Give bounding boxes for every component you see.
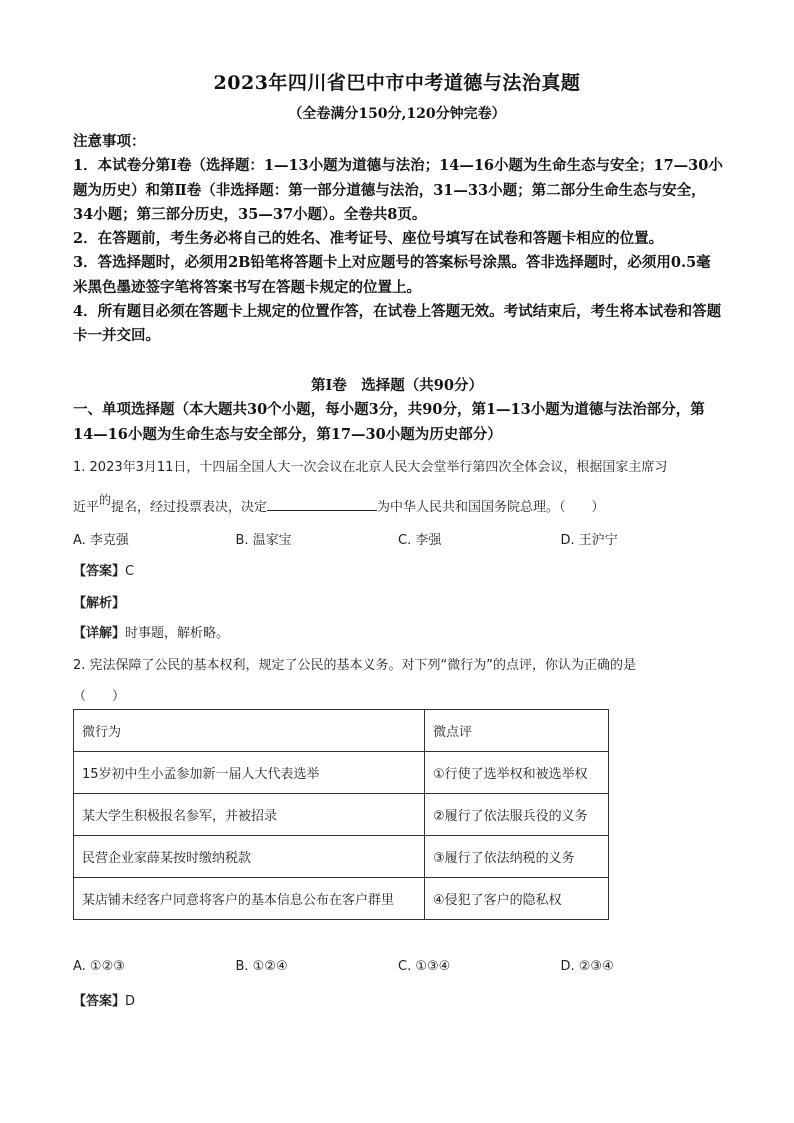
table-header-cell: 微行为 xyxy=(74,710,425,752)
table-cell: 15岁初中生小孟参加新一届人大代表选举 xyxy=(74,752,425,794)
q1-detail-text: 时事题，解析略。 xyxy=(125,626,230,641)
page-subtitle: （全卷满分150分,120分钟完卷） xyxy=(288,106,506,122)
q1-analysis-label: 【解析】 xyxy=(73,596,126,611)
behavior-table xyxy=(73,709,609,920)
table-header-row xyxy=(74,710,609,752)
q1-option-b: B. 温家宝 xyxy=(235,533,292,548)
section-heading: 第Ⅰ卷 选择题（共90分） xyxy=(311,377,483,394)
table-cell: 民营企业家薛某按时缴纳税款 xyxy=(74,836,425,878)
question-1-options xyxy=(73,529,723,548)
q1-text-c: 为中华人民共和国国务院总理。（ ） xyxy=(377,500,605,515)
table-cell: ④侵犯了客户的隐私权 xyxy=(425,878,609,920)
question-1-line-2 xyxy=(73,493,605,515)
question-1-line-1: 1. 2023年3月11日，十四届全国人大一次会议在北京人民大会堂举行第四次全体会议，根据国家主席习 xyxy=(73,460,668,475)
notes-item-4: 4．所有题目必须在答题卡上规定的位置作答，在试卷上答题无效。考试结束后，考生将本试卷和答题卡一并交回。 xyxy=(73,303,722,345)
q1-option-c: C. 李强 xyxy=(398,533,442,548)
notes-item-2: 2．在答题前，考生务必将自己的姓名、准考证号、座位号填写在试卷和答题卡相应的位置。 xyxy=(73,230,664,248)
table-row xyxy=(74,752,609,794)
q2-answer-label: 【答案】 xyxy=(73,994,126,1009)
q2-option-c: C. ①③④ xyxy=(398,959,451,974)
table-cell: ②履行了依法服兵役的义务 xyxy=(425,794,609,836)
q1-text-b: 提名，经过投票表决，决定 xyxy=(111,500,268,515)
notes-heading: 注意事项： xyxy=(73,133,146,150)
page-title: 2023年四川省巴中市中考道德与法治真题 xyxy=(213,72,581,94)
q1-analysis xyxy=(73,592,125,611)
table-row xyxy=(74,878,609,920)
section-description xyxy=(73,398,723,447)
q2-option-b: B. ①②④ xyxy=(235,959,288,974)
notes-item-1: 1．本试卷分第Ⅰ卷（选择题：1—13小题为道德与法治；14—16小题为生命生态与安全；17—30小题为历史）和第Ⅱ卷（非选择题：第一部分道德与法治，31—33小题；第二部分生命生态与安全，34小题；第三部分历史，35—37小题）。全卷共8页。 xyxy=(73,157,723,223)
table-row xyxy=(74,836,609,878)
q1-answer xyxy=(73,560,134,579)
table-cell: 某店铺未经客户同意将客户的基本信息公布在客户群里 xyxy=(74,878,425,920)
table-row xyxy=(74,794,609,836)
question-2-options xyxy=(73,959,723,974)
question-2-line-2: （ ） xyxy=(73,689,126,704)
q1-detail-label: 【详解】 xyxy=(73,626,126,641)
table-cell: ③履行了依法纳税的义务 xyxy=(425,836,609,878)
q1-option-d: D. 王沪宁 xyxy=(560,533,618,548)
notes-block xyxy=(73,130,723,349)
q2-option-a: A. ①②③ xyxy=(73,959,125,974)
section-description-text: 一、单项选择题（本大题共30个小题，每小题3分，共90分，第1—13小题为道德与法治部分，第14—16小题为生命生态与安全部分，第17—30小题为历史部分） xyxy=(73,401,705,443)
notes-item-3: 3．答选择题时，必须用2B铅笔将答题卡上对应题号的答案标号涂黑。答非选择题时，必须用0.5毫米黑色墨迹签字笔将答案书写在答题卡规定的位置上。 xyxy=(73,254,711,296)
q1-text-a: 近平 xyxy=(73,500,100,515)
q1-option-a: A. 李克强 xyxy=(73,533,129,548)
table-header-cell: 微点评 xyxy=(425,710,609,752)
q1-detail xyxy=(73,622,229,641)
q1-answer-label: 【答案】 xyxy=(73,564,126,579)
table-cell: ①行使了选举权和被选举权 xyxy=(425,752,609,794)
table-cell: 某大学生积极报名参军，并被招录 xyxy=(74,794,425,836)
answer-blank xyxy=(267,498,377,511)
q2-answer xyxy=(73,990,135,1009)
q1-answer-value: C xyxy=(125,564,135,579)
q2-option-d: D. ②③④ xyxy=(560,959,614,974)
question-2-line-1: 2. 宪法保障了公民的基本权利，规定了公民的基本义务。对下列“微行为”的点评，你认为正确的是 xyxy=(73,658,637,673)
q2-answer-value: D xyxy=(125,994,136,1009)
q1-text-sup: 的 xyxy=(99,493,112,507)
